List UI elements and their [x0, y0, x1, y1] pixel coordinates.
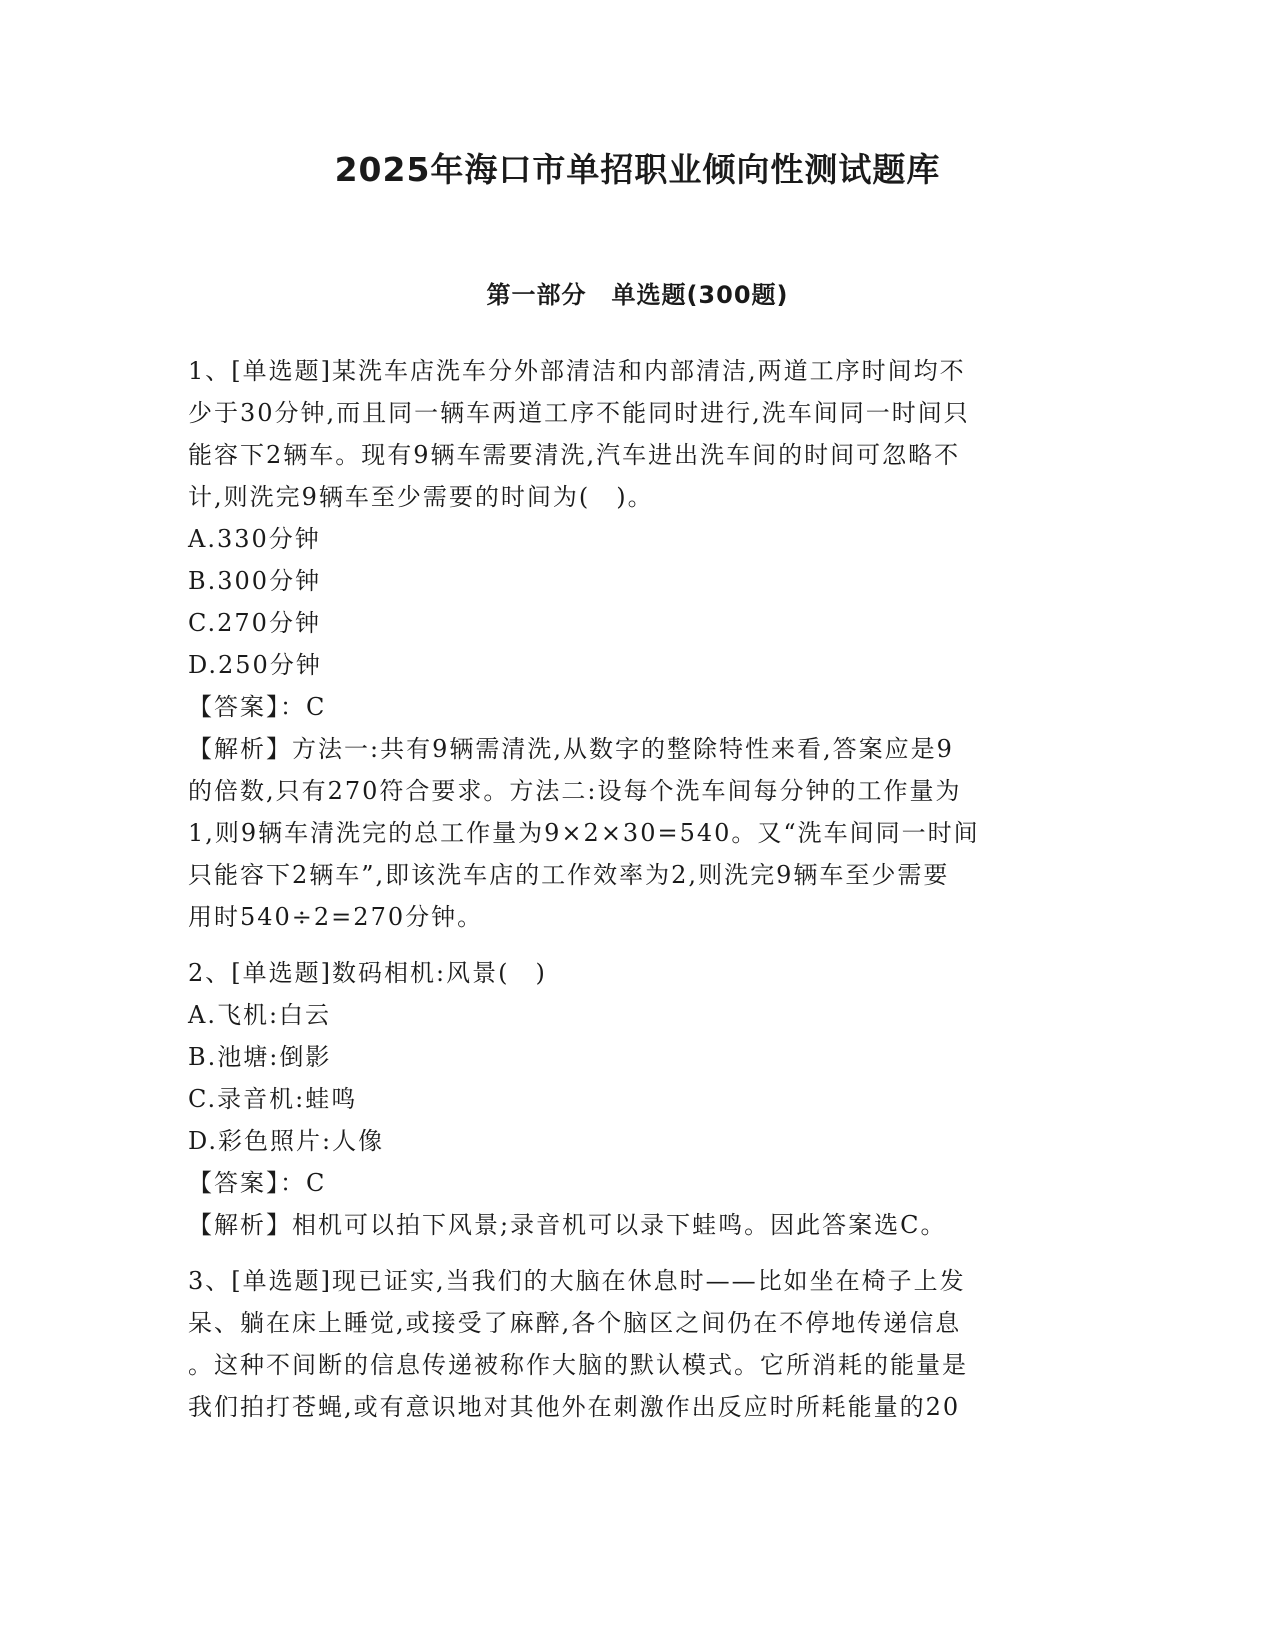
question-stem-line: 能容下2辆车。现有9辆车需要清洗,汽车进出洗车间的时间可忽略不	[188, 441, 961, 469]
question-stem-line: 呆、躺在床上睡觉,或接受了麻醉,各个脑区之间仍在不停地传递信息	[188, 1309, 962, 1337]
question-stem-line: 。这种不间断的信息传递被称作大脑的默认模式。它所消耗的能量是	[188, 1351, 968, 1379]
analysis-line: 1,则9辆车清洗完的总工作量为9×2×30=540。又“洗车间同一时间	[188, 819, 980, 847]
section-heading: 第一部分 单选题(300题)	[486, 281, 789, 309]
question-spacer	[188, 1246, 1088, 1260]
question-list	[188, 350, 1088, 1428]
option-c: C.270分钟	[188, 609, 321, 637]
option-a: A.330分钟	[188, 525, 321, 553]
answer-line: 【答案】：C	[188, 1169, 327, 1197]
question-stem-line: 我们拍打苍蝇,或有意识地对其他外在刺激作出反应时所耗能量的20	[188, 1393, 961, 1421]
document-title: 2025年海口市单招职业倾向性测试题库	[334, 150, 941, 189]
question-stem-line: 1、[单选题]某洗车店洗车分外部清洁和内部清洁,两道工序时间均不	[188, 357, 966, 385]
answer-line: 【答案】：C	[188, 693, 327, 721]
analysis-line: 的倍数,只有270符合要求。方法二:设每个洗车间每分钟的工作量为	[188, 777, 962, 805]
question-stem-line: 计,则洗完9辆车至少需要的时间为( )。	[188, 483, 654, 511]
question-1	[188, 350, 1088, 938]
question-3	[188, 1260, 1088, 1428]
analysis-line: 【解析】方法一:共有9辆需清洗,从数字的整除特性来看,答案应是9	[188, 735, 954, 763]
question-stem-line: 少于30分钟,而且同一辆车两道工序不能同时进行,洗车间同一时间只	[188, 399, 970, 427]
analysis-line: 只能容下2辆车”,即该洗车店的工作效率为2,则洗完9辆车至少需要	[188, 861, 950, 889]
option-b: B.池塘:倒影	[188, 1043, 332, 1071]
question-stem-line: 2、[单选题]数码相机:风景( )	[188, 959, 547, 987]
option-c: C.录音机:蛙鸣	[188, 1085, 358, 1113]
analysis-line: 【解析】相机可以拍下风景;录音机可以录下蛙鸣。因此答案选C。	[188, 1211, 947, 1239]
option-d: D.250分钟	[188, 651, 322, 679]
option-a: A.飞机:白云	[188, 1001, 332, 1029]
option-b: B.300分钟	[188, 567, 322, 595]
question-spacer	[188, 938, 1088, 952]
question-2	[188, 952, 1088, 1246]
option-d: D.彩色照片:人像	[188, 1127, 385, 1155]
question-stem-line: 3、[单选题]现已证实,当我们的大脑在休息时——比如坐在椅子上发	[188, 1267, 966, 1295]
analysis-line: 用时540÷2=270分钟。	[188, 903, 484, 931]
